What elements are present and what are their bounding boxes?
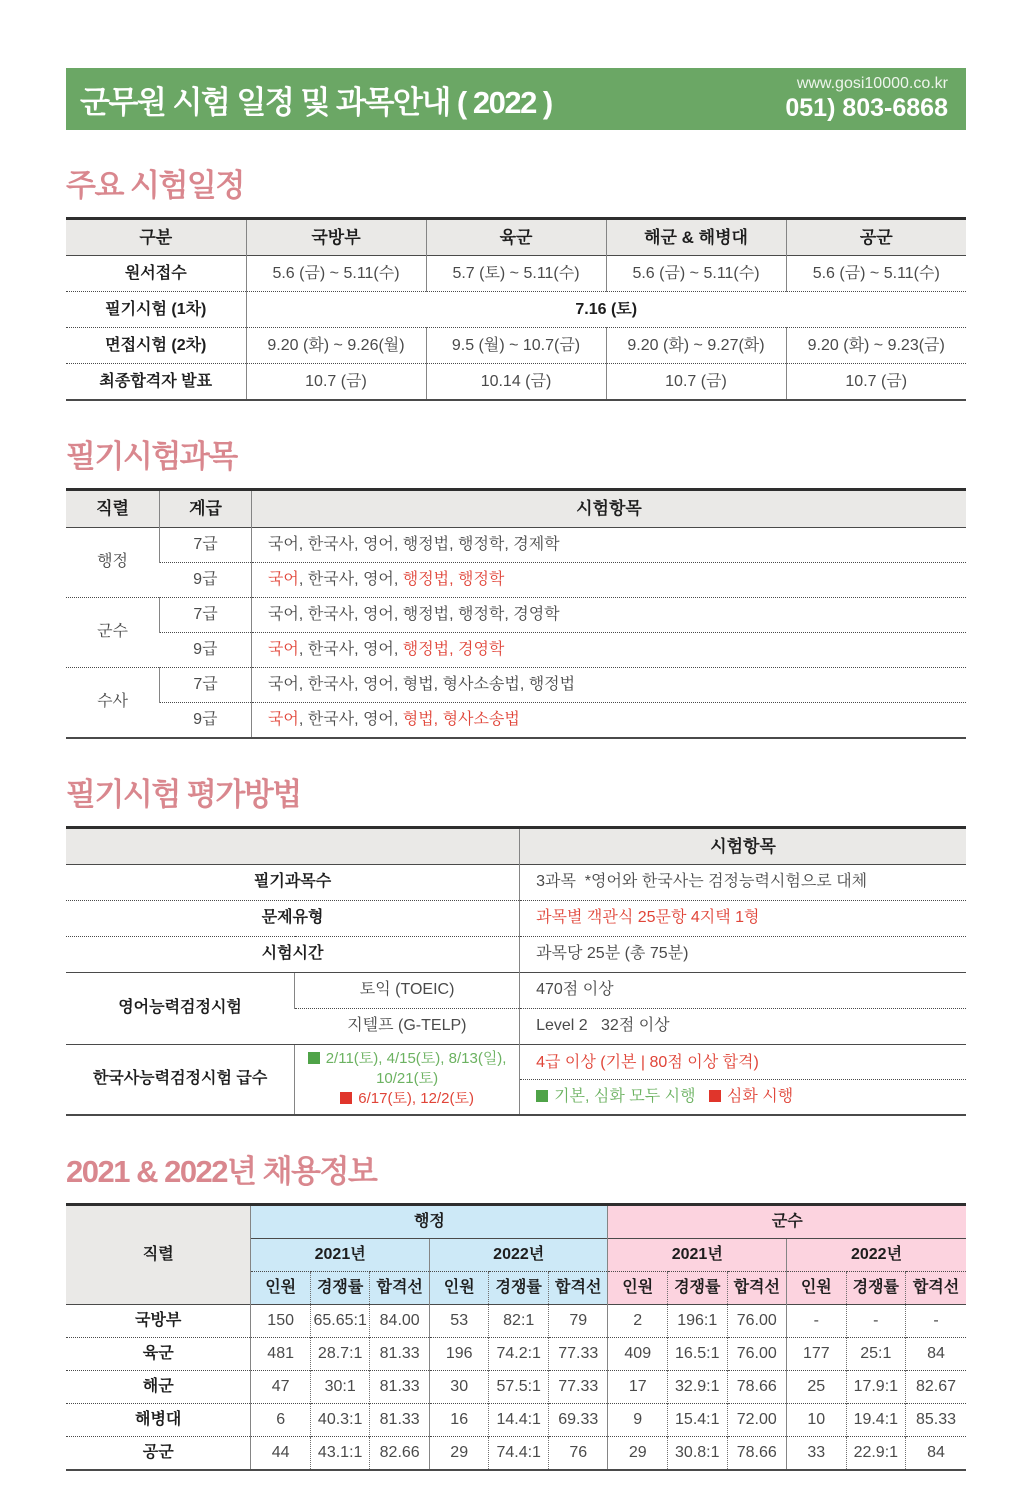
legend-green-text: 기본, 심화 모두 시행 [554, 1087, 696, 1105]
evaluation-row-history [66, 1044, 966, 1114]
grade-cell: 9급 [160, 632, 252, 667]
schedule-table [66, 217, 966, 401]
grade-cell: 9급 [160, 562, 252, 597]
recruitment-cell: 84 [906, 1436, 966, 1470]
value-cell: 과목별 객관식 25문항 4지택 1형 [520, 900, 966, 936]
recruitment-group-header-row [66, 1204, 966, 1238]
metric-header: 인원 [608, 1271, 668, 1304]
year-header: 2021년 [251, 1238, 430, 1271]
row-label: 필기과목수 [66, 864, 520, 900]
column-header: 공군 [786, 219, 966, 256]
dates-red-line [299, 1089, 515, 1109]
subject-segment: 국어 [267, 640, 299, 658]
schedule-row-application [66, 256, 966, 292]
section-title-recruitment: 2021 & 2022년 채용정보 [66, 1153, 377, 1189]
evaluation-table [66, 826, 966, 1116]
category-cell: 행정 [66, 527, 160, 597]
subjects-row [66, 597, 966, 632]
recruitment-cell: 76.00 [727, 1337, 787, 1370]
exam-dates-cell [295, 1044, 520, 1114]
metric-header: 합격선 [727, 1271, 787, 1304]
recruitment-cell: - [787, 1304, 847, 1337]
subjects-row [66, 562, 966, 597]
column-header: 계급 [160, 490, 252, 527]
category-cell: 군수 [66, 597, 160, 667]
red-square-icon [709, 1090, 721, 1102]
recruitment-cell: 29 [429, 1436, 489, 1470]
column-header: 구분 [139, 228, 173, 247]
recruitment-cell: 30 [429, 1370, 489, 1403]
recruitment-cell: 6 [251, 1403, 311, 1436]
value-cell: 3과목 *영어와 한국사는 검정능력시험으로 대체 [520, 864, 966, 900]
schedule-cell: 10.7 (금) [786, 364, 966, 401]
row-label: 육군 [66, 1337, 251, 1370]
grade-cell: 7급 [160, 527, 252, 562]
dates-green-text: 2/11(토), 4/15(토), 8/13(일), 10/21(토) [325, 1049, 507, 1087]
subject-segment: 형법, 형사소송법 [402, 710, 520, 728]
recruitment-row [66, 1304, 966, 1337]
recruitment-cell: 30:1 [310, 1370, 370, 1403]
metric-header: 경쟁률 [310, 1271, 370, 1304]
recruitment-cell: 85.33 [906, 1403, 966, 1436]
schedule-row-final [66, 364, 966, 401]
schedule-cell: 9.20 (화) ~ 9.23(금) [786, 328, 966, 364]
year-header: 2022년 [429, 1238, 608, 1271]
schedule-cell: 9.20 (화) ~ 9.27(화) [606, 328, 786, 364]
schedule-cell: 10.7 (금) [606, 364, 786, 401]
recruitment-cell: 9 [608, 1403, 668, 1436]
green-square-icon [308, 1052, 320, 1064]
column-header: 육군 [426, 219, 606, 256]
evaluation-row-count [66, 864, 966, 900]
recruitment-cell: 19.4:1 [846, 1403, 906, 1436]
recruitment-cell: 78.66 [727, 1436, 787, 1470]
page-title: 군무원 시험 일정 및 과목안내 ( 2022 ) [80, 84, 552, 120]
row-label: 필기시험 (1차) [66, 292, 246, 328]
subjects-cell [251, 597, 966, 632]
schedule-cell: 10.14 (금) [426, 364, 606, 401]
metric-header: 경쟁률 [489, 1271, 549, 1304]
recruitment-cell: 74.2:1 [489, 1337, 549, 1370]
recruitment-cell: - [906, 1304, 966, 1337]
schedule-row-interview [66, 328, 966, 364]
recruitment-row [66, 1436, 966, 1470]
subjects-cell [251, 702, 966, 738]
row-label: 해군 [66, 1370, 251, 1403]
legend-red-text: 심화 시행 [726, 1087, 794, 1105]
value-cell: 470점 이상 [520, 972, 966, 1008]
subjects-row [66, 632, 966, 667]
evaluation-row-type [66, 900, 966, 936]
evaluation-header-row [66, 827, 966, 864]
section-title-subjects: 필기시험과목 [66, 439, 237, 475]
recruitment-cell: 81.33 [370, 1403, 430, 1436]
recruitment-cell: 84.00 [370, 1304, 430, 1337]
evaluation-row-time [66, 936, 966, 972]
schedule-cell: 10.7 (금) [246, 364, 426, 401]
subjects-row [66, 702, 966, 738]
column-header: 직렬 [66, 1204, 251, 1304]
recruitment-cell: 72.00 [727, 1403, 787, 1436]
schedule-cell: 9.5 (월) ~ 10.7(금) [426, 328, 606, 364]
subject-segment: 국어 [267, 710, 299, 728]
recruitment-cell: 14.4:1 [489, 1403, 549, 1436]
recruitment-cell: 82.66 [370, 1436, 430, 1470]
recruitment-row [66, 1403, 966, 1436]
category-cell: 수사 [66, 667, 160, 738]
recruitment-cell: 29 [608, 1436, 668, 1470]
recruitment-cell: 76 [548, 1436, 608, 1470]
column-header: 국방부 [246, 219, 426, 256]
subject-segment: 국어, 한국사, 영어, 행정법, 행정학, 경영학 [267, 605, 560, 623]
red-square-icon [340, 1092, 352, 1104]
row-label: 국방부 [66, 1304, 251, 1337]
recruitment-cell: - [846, 1304, 906, 1337]
recruitment-cell: 17.9:1 [846, 1370, 906, 1403]
recruitment-cell: 32.9:1 [668, 1370, 728, 1403]
section-title-schedule: 주요 시험일정 [66, 168, 244, 203]
schedule-cell: 7.16 (토) [246, 292, 966, 328]
metric-header: 경쟁률 [846, 1271, 906, 1304]
row-label: 한국사능력검정시험 급수 [66, 1044, 295, 1114]
column-header: 시험항목 [251, 490, 966, 527]
recruitment-cell: 16 [429, 1403, 489, 1436]
recruitment-cell: 47 [251, 1370, 311, 1403]
recruitment-cell: 150 [251, 1304, 311, 1337]
subjects-row [66, 667, 966, 702]
row-label: 공군 [66, 1436, 251, 1470]
recruitment-table [66, 1203, 966, 1471]
dates-green-line [299, 1049, 515, 1090]
contact-block [785, 75, 948, 122]
recruitment-cell: 77.33 [548, 1370, 608, 1403]
metric-header: 경쟁률 [668, 1271, 728, 1304]
recruitment-cell: 84 [906, 1337, 966, 1370]
column-header: 시험항목 [520, 827, 966, 864]
recruitment-cell: 82:1 [489, 1304, 549, 1337]
recruitment-cell: 17 [608, 1370, 668, 1403]
section-title-evaluation: 필기시험 평가방법 [66, 776, 301, 812]
metric-header: 합격선 [548, 1271, 608, 1304]
metric-header: 합격선 [906, 1271, 966, 1304]
evaluation-row-english [66, 972, 966, 1008]
schedule-cell: 5.6 (금) ~ 5.11(수) [786, 256, 966, 292]
dates-red-text: 6/17(토), 12/2(토) [358, 1090, 474, 1108]
recruitment-row [66, 1337, 966, 1370]
requirement-text: 4급 이상 (기본 | 80점 이상 합격) [520, 1046, 966, 1080]
recruitment-cell: 44 [251, 1436, 311, 1470]
recruitment-cell: 81.33 [370, 1370, 430, 1403]
subjects-cell [251, 667, 966, 702]
recruitment-cell: 196:1 [668, 1304, 728, 1337]
recruitment-cell: 177 [787, 1337, 847, 1370]
year-header: 2021년 [608, 1238, 787, 1271]
subjects-cell [251, 527, 966, 562]
value-cell: 과목당 25분 (총 75분) [520, 936, 966, 972]
recruitment-cell: 74.4:1 [489, 1436, 549, 1470]
row-label: 문제유형 [66, 900, 520, 936]
subject-segment: 행정법, 행정학 [402, 570, 505, 588]
phone-number: 051) 803-6868 [785, 93, 948, 122]
website-url: www.gosi10000.co.kr [796, 75, 948, 93]
recruitment-cell: 15.4:1 [668, 1403, 728, 1436]
metric-header: 인원 [787, 1271, 847, 1304]
recruitment-cell: 25 [787, 1370, 847, 1403]
test-name-cell: 지텔프 (G-TELP) [295, 1008, 520, 1044]
subjects-cell [251, 632, 966, 667]
year-header: 2022년 [787, 1238, 966, 1271]
metric-header: 인원 [251, 1271, 311, 1304]
schedule-row-written [66, 292, 966, 328]
recruitment-cell: 79 [548, 1304, 608, 1337]
subject-segment: 국어, 한국사, 영어, 행정법, 행정학, 경제학 [267, 535, 560, 553]
grade-cell: 7급 [160, 667, 252, 702]
subjects-cell [251, 562, 966, 597]
row-label: 시험시간 [66, 936, 520, 972]
recruitment-cell: 2 [608, 1304, 668, 1337]
recruitment-cell: 57.5:1 [489, 1370, 549, 1403]
recruitment-cell: 65.65:1 [310, 1304, 370, 1337]
recruitment-cell: 33 [787, 1436, 847, 1470]
subject-segment: , 한국사, 영어, [298, 570, 403, 588]
recruitment-cell: 16.5:1 [668, 1337, 728, 1370]
subject-segment: , 한국사, 영어, [298, 710, 403, 728]
green-square-icon [536, 1090, 548, 1102]
recruitment-cell: 43.1:1 [310, 1436, 370, 1470]
column-header: 해군 & 해병대 [606, 219, 786, 256]
recruitment-cell: 40.3:1 [310, 1403, 370, 1436]
subjects-header-row [66, 490, 966, 527]
metric-header: 합격선 [370, 1271, 430, 1304]
schedule-cell: 9.20 (화) ~ 9.26(월) [246, 328, 426, 364]
recruitment-cell: 409 [608, 1337, 668, 1370]
recruitment-cell: 196 [429, 1337, 489, 1370]
recruitment-cell: 77.33 [548, 1337, 608, 1370]
subjects-table [66, 488, 966, 738]
recruitment-cell: 28.7:1 [310, 1337, 370, 1370]
row-label: 면접시험 (2차) [66, 328, 246, 364]
history-requirement-cell [520, 1044, 966, 1114]
subject-segment: 국어 [267, 570, 299, 588]
schedule-cell: 5.7 (토) ~ 5.11(수) [426, 256, 606, 292]
column-header: 직렬 [96, 499, 129, 519]
row-label: 최종합격자 발표 [66, 364, 246, 401]
group-header-logistics: 군수 [608, 1204, 966, 1238]
row-label: 영어능력검정시험 [66, 972, 295, 1044]
row-label: 해병대 [66, 1403, 251, 1436]
value-cell: Level 2 32점 이상 [520, 1008, 966, 1044]
recruitment-cell: 22.9:1 [846, 1436, 906, 1470]
metric-header: 인원 [429, 1271, 489, 1304]
grade-cell: 9급 [160, 702, 252, 738]
recruitment-cell: 25:1 [846, 1337, 906, 1370]
test-name-cell: 토익 (TOEIC) [295, 972, 520, 1008]
grade-cell: 7급 [160, 597, 252, 632]
recruitment-cell: 481 [251, 1337, 311, 1370]
blank-header-cell [66, 827, 520, 864]
recruitment-cell: 53 [429, 1304, 489, 1337]
recruitment-cell: 78.66 [727, 1370, 787, 1403]
subject-segment: 국어, 한국사, 영어, 형법, 형사소송법, 행정법 [267, 675, 576, 693]
recruitment-cell: 76.00 [727, 1304, 787, 1337]
recruitment-table-body [66, 1304, 966, 1470]
subject-segment: , 한국사, 영어, [298, 640, 403, 658]
group-header-admin: 행정 [251, 1204, 608, 1238]
recruitment-cell: 30.8:1 [668, 1436, 728, 1470]
history-legend [520, 1080, 966, 1113]
header-banner [66, 68, 966, 130]
subject-segment: 행정법, 경영학 [402, 640, 505, 658]
schedule-header-row [66, 219, 966, 256]
recruitment-cell: 81.33 [370, 1337, 430, 1370]
recruitment-cell: 82.67 [906, 1370, 966, 1403]
row-label: 원서접수 [66, 256, 246, 292]
schedule-cell: 5.6 (금) ~ 5.11(수) [606, 256, 786, 292]
schedule-cell: 5.6 (금) ~ 5.11(수) [246, 256, 426, 292]
recruitment-row [66, 1370, 966, 1403]
recruitment-cell: 69.33 [548, 1403, 608, 1436]
subjects-row [66, 527, 966, 562]
recruitment-cell: 10 [787, 1403, 847, 1436]
